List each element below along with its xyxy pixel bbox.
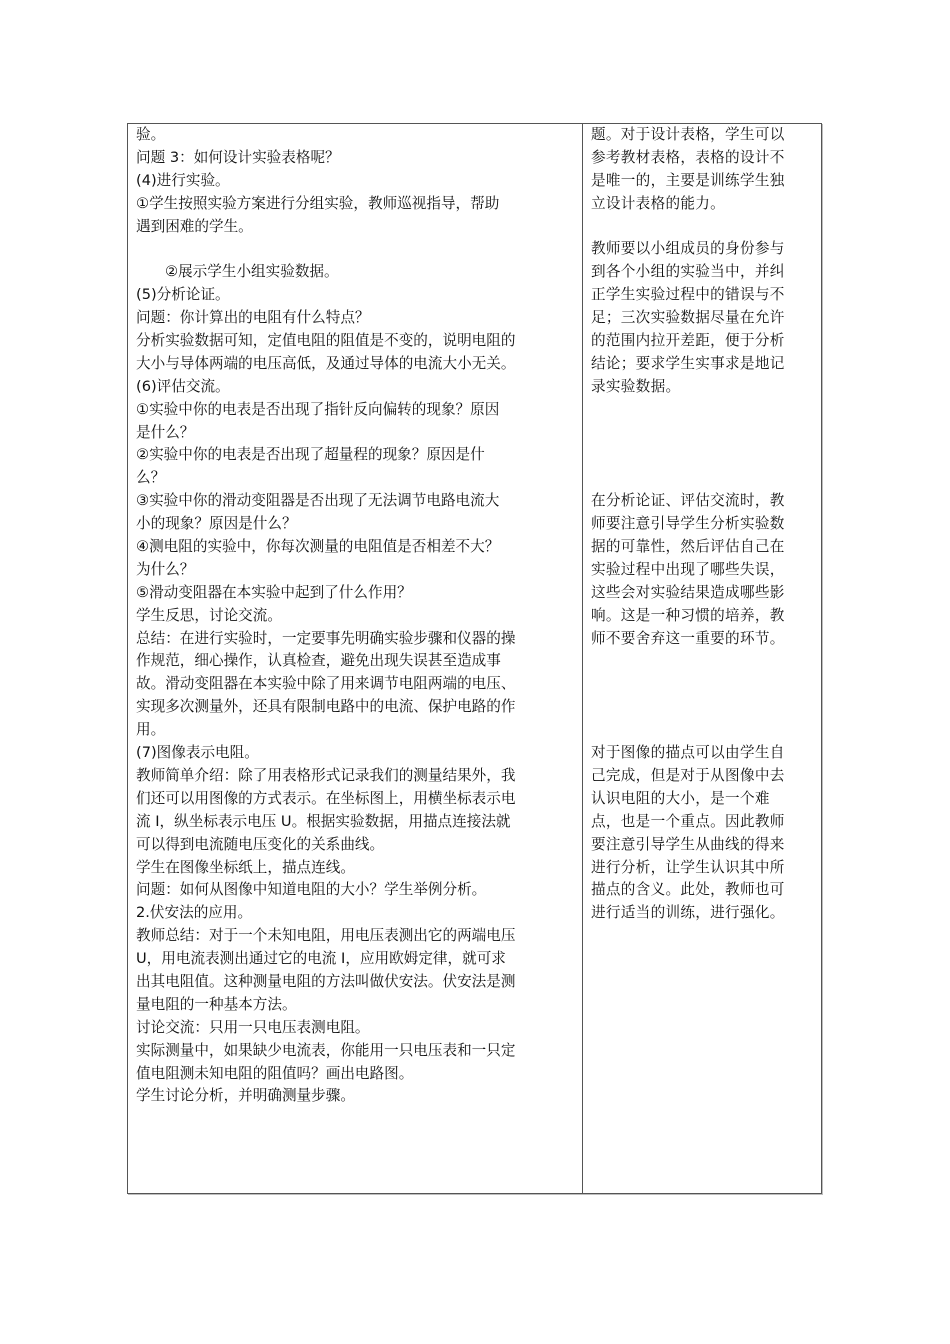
procedure-line: 故。滑动变阻器在本实验中除了用来调节电阻两端的电压、 (136, 675, 516, 693)
procedure-line: 大小与导体两端的电压高低，及通过导体的电流大小无关。 (136, 354, 516, 372)
note-line: 要注意引导学生从曲线的得来 (591, 835, 785, 853)
note-line: 到各个小组的实验当中，并纠 (591, 263, 785, 281)
note-line: 认识电阻的大小，是一个难 (591, 789, 770, 807)
procedure-line: 学生在图像坐标纸上，描点连线。 (136, 858, 355, 876)
blank-line (591, 719, 815, 742)
procedure-line: 总结：在进行实验时，一定要事先明确实验步骤和仪器的操 (136, 629, 516, 647)
note-line: 的范围内拉开差距，便于分析 (591, 332, 785, 350)
procedure-line: 作规范，细心操作，认真检查，避免出现失误甚至造成事 (136, 652, 501, 670)
blank-line (591, 650, 815, 673)
procedure-line: 学生讨论分析，并明确测量步骤。 (136, 1087, 355, 1105)
note-line: 参考教材表格，表格的设计不 (591, 148, 785, 166)
procedure-line: 验。 (136, 126, 166, 143)
note-line: 进行分析，让学生认识其中所 (591, 858, 785, 876)
procedure-line: ①实验中你的电表是否出现了指针反向偏转的现象？原因 (136, 400, 500, 418)
procedure-line: 教师简单介绍：除了用表格形式记录我们的测量结果外，我 (136, 766, 516, 784)
blank-line (591, 422, 815, 445)
note-line: 结论；要求学生实事求是地记 (591, 354, 785, 372)
procedure-line: 们还可以用图像的方式表示。在坐标图上，用横坐标表示电 (136, 789, 516, 807)
lesson-table (127, 123, 822, 1194)
blank-line (591, 216, 815, 239)
procedure-line: 么？ (136, 469, 166, 487)
procedure-line: ①学生按照实验方案进行分组实验，教师巡视指导，帮助 (136, 194, 500, 212)
procedure-column (128, 124, 583, 1193)
blank-line (591, 467, 815, 490)
note-line: 据的可靠性，然后评估自己在 (591, 538, 785, 556)
procedure-line: 值电阻测未知电阻的阻值吗？画出电路图。 (136, 1064, 414, 1082)
procedure-line: 小的现象？原因是什么？ (136, 515, 297, 533)
procedure-line: 流 I，纵坐标表示电压 U。根据实验数据，用描点连接法就 (136, 812, 511, 830)
procedure-line: 用。 (136, 721, 166, 739)
blank-line (591, 399, 815, 422)
procedure-line: 可以得到电流随电压变化的关系曲线。 (136, 835, 385, 853)
procedure-line: (5)分析论证。 (136, 286, 230, 304)
note-line: 进行适当的训练，进行强化。 (591, 904, 785, 922)
note-line: 是唯一的，主要是训练学生独 (591, 171, 785, 189)
note-line: 立设计表格的能力。 (591, 194, 726, 212)
procedure-line: ②展示学生小组实验数据。 (165, 263, 339, 281)
procedure-line: 问题 3：如何设计实验表格呢？ (136, 148, 340, 166)
note-line: 描点的含义。此处，教师也可 (591, 881, 785, 899)
procedure-line: 2.伏安法的应用。 (136, 904, 253, 922)
procedure-line: 学生反思，讨论交流。 (136, 606, 282, 624)
note-line: 己完成，但是对于从图像中去 (591, 766, 785, 784)
procedure-line: 量电阻的一种基本方法。 (136, 995, 297, 1013)
procedure-line: 分析实验数据可知，定值电阻的阻值是不变的，说明电阻的 (136, 332, 516, 350)
procedure-line: 讨论交流：只用一只电压表测电阻。 (136, 1018, 370, 1036)
procedure-line: U，用电流表测出通过它的电流 I，应用欧姆定律，就可求 (136, 950, 506, 968)
procedure-line: 实际测量中，如果缺少电流表，你能用一只电压表和一只定 (136, 1041, 516, 1059)
procedure-line: ③实验中你的滑动变阻器是否出现了无法调节电路电流大 (136, 492, 500, 510)
note-line: 点，也是一个重点。因此教师 (591, 812, 785, 830)
procedure-line: 问题：你计算出的电阻有什么特点？ (136, 309, 370, 327)
note-line: 师要注意引导学生分析实验数 (591, 515, 785, 533)
procedure-line: ⑤滑动变阻器在本实验中起到了什么作用？ (136, 583, 412, 601)
note-line: 师不要舍弃这一重要的环节。 (591, 629, 785, 647)
blank-line (136, 238, 576, 261)
procedure-line: 实现多次测量外，还具有限制电路中的电流、保护电路的作 (136, 698, 516, 716)
note-line: 正学生实验过程中的错误与不 (591, 286, 785, 304)
procedure-line: 为什么？ (136, 560, 195, 578)
procedure-line: (6)评估交流。 (136, 377, 230, 395)
procedure-line: ②实验中你的电表是否出现了超量程的现象？原因是什 (136, 446, 485, 464)
blank-line (591, 696, 815, 719)
procedure-line: ④测电阻的实验中，你每次测量的电阻值是否相差不大？ (136, 538, 500, 556)
blank-line (591, 444, 815, 467)
note-line: 实验过程中出现了哪些失误， (591, 560, 785, 578)
note-line: 录实验数据。 (591, 377, 681, 395)
procedure-line: 遇到困难的学生。 (136, 217, 253, 235)
notes-column (583, 124, 821, 1193)
procedure-line: (4)进行实验。 (136, 171, 230, 189)
note-line: 响。这是一种习惯的培养，教 (591, 606, 785, 624)
note-line: 教师要以小组成员的身份参与 (591, 240, 785, 258)
note-line: 对于图像的描点可以由学生自 (591, 744, 785, 762)
note-line: 题。对于设计表格，学生可以 (591, 126, 785, 143)
procedure-line: 出其电阻值。这种测量电阻的方法叫做伏安法。伏安法是测 (136, 972, 516, 990)
note-line: 在分析论证、评估交流时，教 (591, 492, 785, 510)
procedure-line: (7)图像表示电阻。 (136, 744, 259, 762)
note-line: 这些会对实验结果造成哪些影 (591, 583, 785, 601)
procedure-line: 教师总结：对于一个未知电阻，用电压表测出它的两端电压 (136, 927, 516, 945)
procedure-line: 是什么？ (136, 423, 195, 441)
procedure-line: 问题：如何从图像中知道电阻的大小？学生举例分析。 (136, 881, 487, 899)
blank-line (591, 673, 815, 696)
note-line: 足；三次实验数据尽量在允许 (591, 309, 785, 327)
